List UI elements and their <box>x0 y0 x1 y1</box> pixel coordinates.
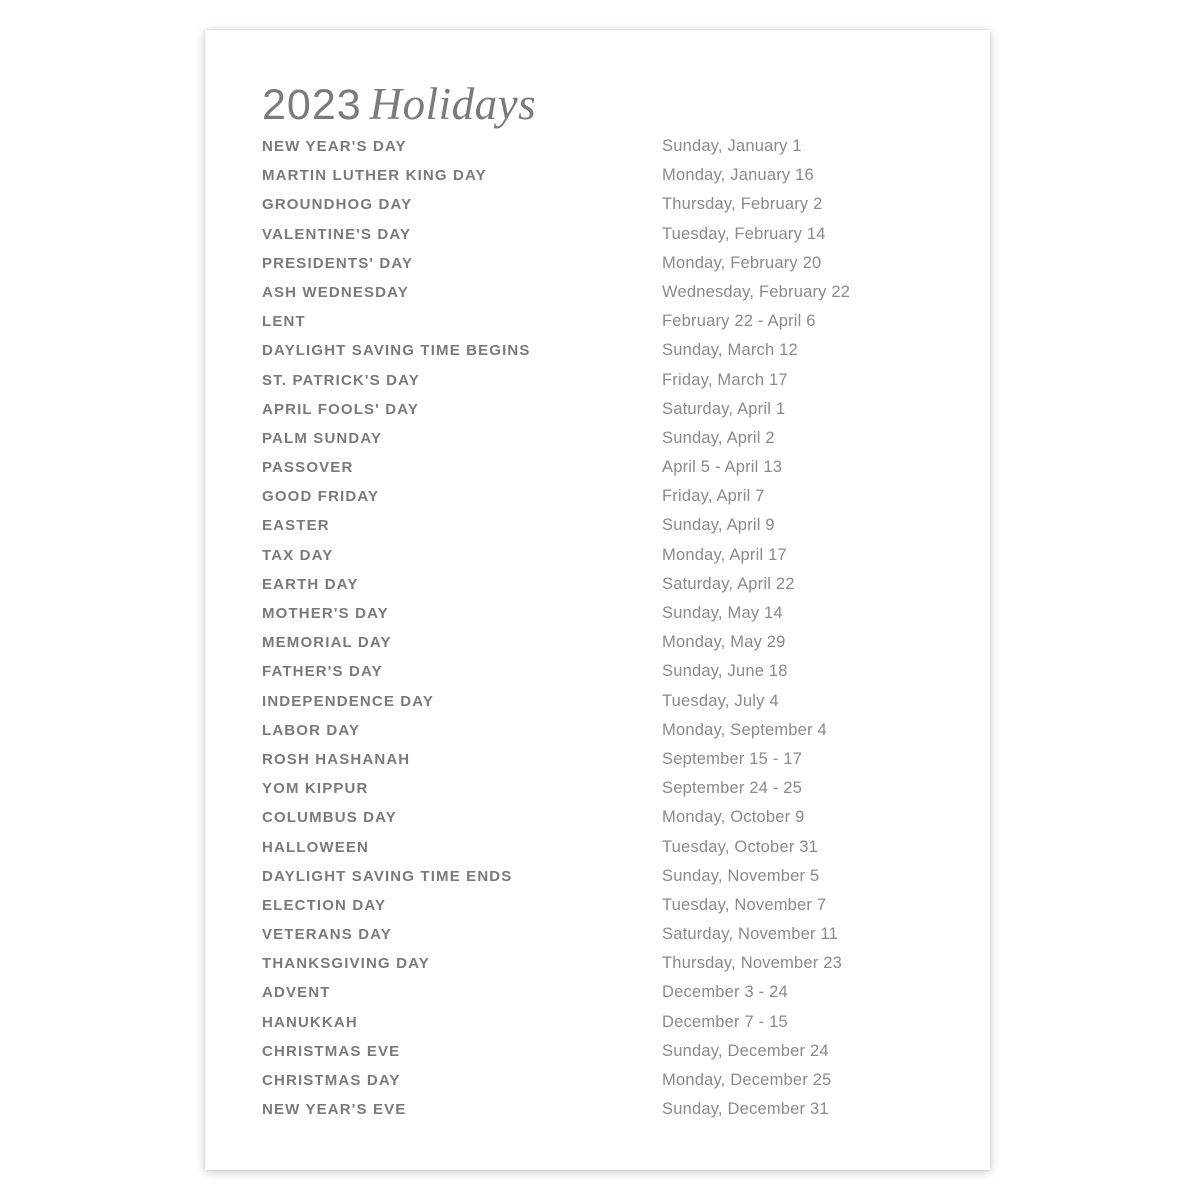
holiday-date: Saturday, April 1 <box>662 399 786 418</box>
list-item <box>262 867 942 896</box>
holiday-date: April 5 - April 13 <box>662 458 783 477</box>
holiday-date: Sunday, March 12 <box>662 341 798 360</box>
holiday-name: LENT <box>262 313 306 331</box>
page-title <box>262 78 536 130</box>
holiday-date: Saturday, November 11 <box>662 925 839 944</box>
holiday-date: September 15 - 17 <box>662 749 803 768</box>
list-item <box>262 516 942 545</box>
holiday-name: APRIL FOOLS' DAY <box>262 400 419 418</box>
list-item <box>262 254 942 283</box>
list-item <box>262 721 942 750</box>
holiday-date: Tuesday, October 31 <box>662 837 819 856</box>
holiday-name: FATHER'S DAY <box>262 663 383 681</box>
holiday-name: LABOR DAY <box>262 721 361 739</box>
list-item <box>262 1100 942 1129</box>
holiday-date: Saturday, April 22 <box>662 574 795 593</box>
title-year: 2023 <box>262 81 362 129</box>
list-item <box>262 1071 942 1100</box>
list-item <box>262 983 942 1012</box>
list-item <box>262 662 942 691</box>
holiday-date: Sunday, November 5 <box>662 866 820 885</box>
list-item <box>262 458 942 487</box>
list-item <box>262 487 942 516</box>
holiday-date: Monday, September 4 <box>662 720 827 739</box>
holiday-date: December 3 - 24 <box>662 983 788 1002</box>
holiday-date: Sunday, January 1 <box>662 137 802 155</box>
holiday-name: MEMORIAL DAY <box>262 634 392 652</box>
holiday-date: Sunday, May 14 <box>662 604 783 622</box>
holiday-name: PRESIDENTS' DAY <box>262 254 414 272</box>
holiday-name: ADVENT <box>262 984 331 1002</box>
holiday-date: Sunday, April 2 <box>662 428 775 447</box>
holiday-date: Sunday, April 9 <box>662 516 775 535</box>
holiday-date: December 7 - 15 <box>662 1012 788 1031</box>
holiday-name: PASSOVER <box>262 459 354 477</box>
holiday-name: GROUNDHOG DAY <box>262 196 413 214</box>
holiday-name: VALENTINE'S DAY <box>262 225 412 243</box>
list-item <box>262 750 942 779</box>
list-item <box>262 312 942 341</box>
list-item <box>262 779 942 808</box>
list-item <box>262 896 942 925</box>
holiday-date: Tuesday, July 4 <box>662 691 779 710</box>
holiday-name: EARTH DAY <box>262 575 359 593</box>
holiday-name: HANUKKAH <box>262 1013 358 1031</box>
list-item <box>262 1042 942 1071</box>
list-item <box>262 371 942 400</box>
holiday-date: Monday, February 20 <box>662 253 822 272</box>
list-item <box>262 166 942 195</box>
holiday-name: NEW YEAR'S EVE <box>262 1101 407 1119</box>
holiday-date: Sunday, December 31 <box>662 1100 829 1119</box>
holiday-name: HALLOWEEN <box>262 838 370 856</box>
holiday-name: DAYLIGHT SAVING TIME ENDS <box>262 867 513 885</box>
title-word: Holidays <box>369 79 537 129</box>
holiday-name: CHRISTMAS EVE <box>262 1042 401 1060</box>
holiday-name: ROSH HASHANAH <box>262 750 411 768</box>
holiday-date: Monday, May 29 <box>662 633 786 652</box>
list-item <box>262 225 942 254</box>
holiday-date: Monday, January 16 <box>662 166 814 185</box>
list-item <box>262 400 942 429</box>
holiday-name: INDEPENDENCE DAY <box>262 692 435 710</box>
list-item <box>262 341 942 370</box>
holiday-date: February 22 - April 6 <box>662 312 816 331</box>
list-item <box>262 954 942 983</box>
holiday-name: COLUMBUS DAY <box>262 809 397 827</box>
holiday-name: ST. PATRICK'S DAY <box>262 371 420 389</box>
holiday-date: Monday, December 25 <box>662 1071 832 1089</box>
holiday-name: ASH WEDNESDAY <box>262 283 409 301</box>
holiday-name: NEW YEAR'S DAY <box>262 138 407 155</box>
holiday-date: Monday, October 9 <box>662 808 805 827</box>
holiday-name: PALM SUNDAY <box>262 429 383 447</box>
list-item <box>262 692 942 721</box>
holiday-name: THANKSGIVING DAY <box>262 955 430 973</box>
list-item <box>262 429 942 458</box>
holiday-name: ELECTION DAY <box>262 896 387 914</box>
holiday-name: MARTIN LUTHER KING DAY <box>262 167 487 185</box>
holiday-date: Sunday, December 24 <box>662 1041 829 1060</box>
list-item <box>262 546 942 575</box>
holiday-date: Friday, April 7 <box>662 487 765 506</box>
holiday-date: Monday, April 17 <box>662 545 787 564</box>
holiday-name: MOTHER'S DAY <box>262 605 389 622</box>
holiday-date: Tuesday, February 14 <box>662 224 826 243</box>
list-item <box>262 633 942 662</box>
holiday-name: TAX DAY <box>262 546 334 564</box>
holiday-name: DAYLIGHT SAVING TIME BEGINS <box>262 342 531 360</box>
holiday-date: Friday, March 17 <box>662 370 788 389</box>
list-item <box>262 838 942 867</box>
holiday-name: YOM KIPPUR <box>262 780 369 798</box>
list-item <box>262 1013 942 1042</box>
holiday-name: EASTER <box>262 517 330 535</box>
list-item <box>262 195 942 224</box>
list-item <box>262 137 942 166</box>
holiday-date: Tuesday, November 7 <box>662 895 827 914</box>
list-item <box>262 604 942 633</box>
holiday-name: GOOD FRIDAY <box>262 488 380 506</box>
holiday-date: Wednesday, February 22 <box>662 282 851 301</box>
holiday-date: Thursday, November 23 <box>662 954 842 973</box>
holiday-name: CHRISTMAS DAY <box>262 1072 401 1089</box>
list-item <box>262 575 942 604</box>
list-item <box>262 283 942 312</box>
holiday-date: September 24 - 25 <box>662 779 803 798</box>
list-item <box>262 925 942 954</box>
list-item <box>262 808 942 837</box>
holiday-name: VETERANS DAY <box>262 926 392 944</box>
holiday-sheet <box>205 30 990 1170</box>
holiday-date: Sunday, June 18 <box>662 662 788 681</box>
holiday-list <box>262 137 942 1129</box>
holiday-date: Thursday, February 2 <box>662 195 823 214</box>
